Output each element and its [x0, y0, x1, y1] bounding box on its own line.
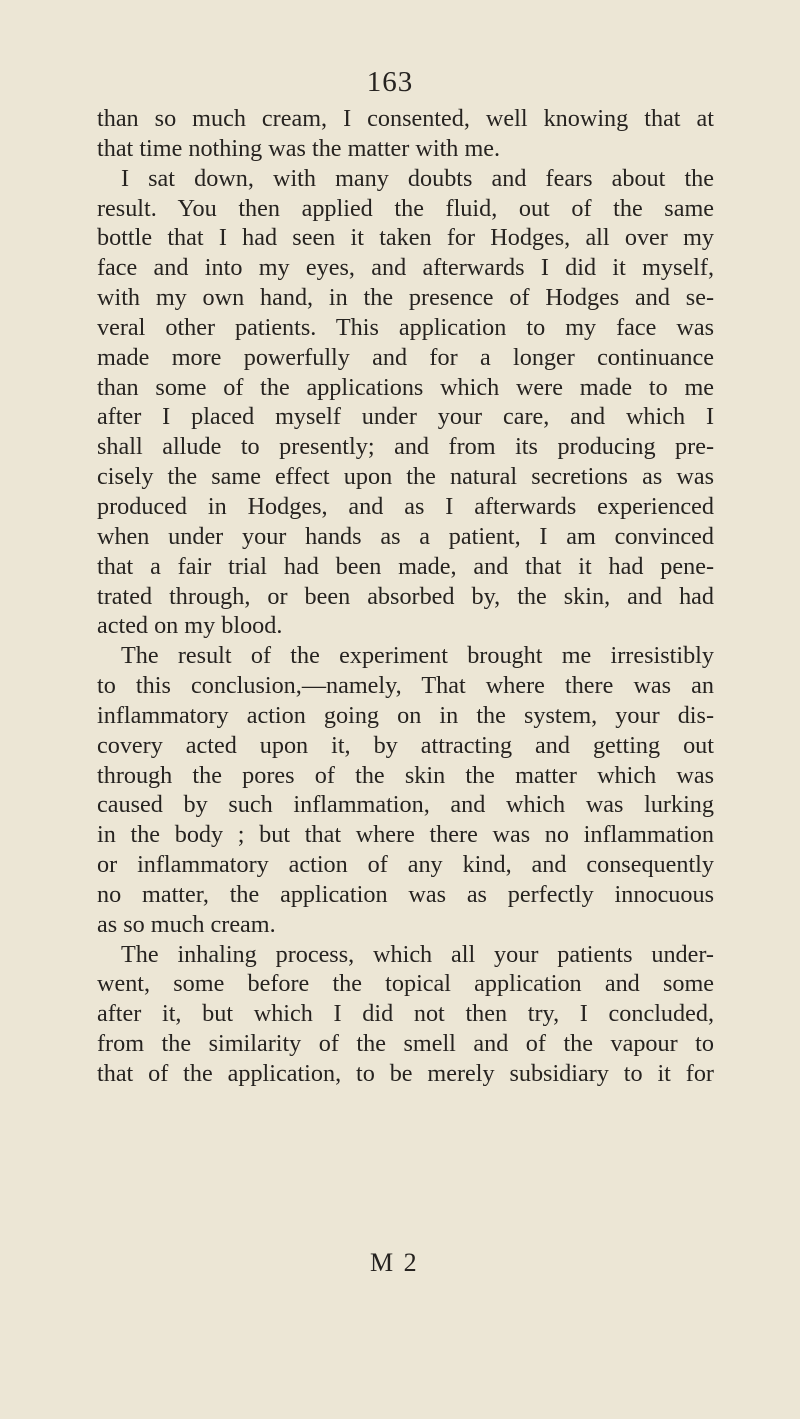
text-line: made more powerfully and for a longer continuance	[97, 343, 714, 371]
text-line: face and into my eyes, and afterwards I did it myself,	[97, 254, 714, 282]
text-line: result. You then applied the fluid, out of the same	[97, 194, 714, 222]
text-line: trated through, or been absorbed by, the skin, and had	[97, 582, 714, 610]
text-line: when under your hands as a patient, I am convinced	[97, 522, 714, 550]
text-line: cisely the same effect upon the natural secretions as was	[97, 463, 714, 491]
text-line: covery acted upon it, by attracting and getting out	[97, 731, 714, 759]
text-line: than some of the applications which were made to me	[97, 373, 714, 401]
text-line: than so much cream, I consented, well knowing that at	[97, 105, 714, 132]
text-line: shall allude to presently; and from its producing pre-	[97, 433, 714, 461]
text-line: no matter, the application was as perfectly innocuous	[97, 880, 714, 908]
text-line: acted on my blood.	[97, 612, 283, 640]
text-line: after it, but which I did not then try, I concluded,	[97, 1000, 714, 1028]
text-line: as so much cream.	[97, 910, 276, 938]
text-line: or inflammatory action of any kind, and consequently	[97, 851, 714, 879]
text-line: The result of the experiment brought me irresistibly	[121, 642, 714, 670]
text-line: caused by such inflammation, and which was lurking	[97, 791, 714, 819]
text-line: from the similarity of the smell and of the vapour to	[97, 1030, 714, 1058]
body-text	[97, 104, 714, 1089]
text-line: bottle that I had seen it taken for Hodges, all over my	[97, 224, 714, 252]
text-line: I sat down, with many doubts and fears about the	[121, 164, 714, 192]
text-line: produced in Hodges, and as I afterwards experienced	[97, 492, 714, 520]
signature-mark: M 2	[370, 1248, 419, 1277]
text-line: that a fair trial had been made, and that it had pene-	[97, 552, 714, 580]
text-line: to this conclusion,—namely, That where there was an	[97, 672, 714, 700]
text-line: after I placed myself under your care, and which I	[97, 403, 714, 431]
text-line: through the pores of the skin the matter which was	[97, 761, 714, 789]
page-number: 163	[366, 66, 414, 98]
text-line: inflammatory action going on in the system, your dis-	[97, 701, 714, 729]
text-line: that time nothing was the matter with me.	[97, 134, 501, 162]
text-line: that of the application, to be merely subsidiary to it for	[97, 1060, 714, 1087]
text-line: veral other patients. This application to my face was	[97, 313, 714, 341]
text-line: The inhaling process, which all your patients under-	[121, 940, 714, 968]
text-line: went, some before the topical application and some	[97, 970, 714, 998]
text-line: with my own hand, in the presence of Hodges and se-	[97, 284, 714, 312]
text-line: in the body ; but that where there was no inflammation	[97, 821, 714, 849]
